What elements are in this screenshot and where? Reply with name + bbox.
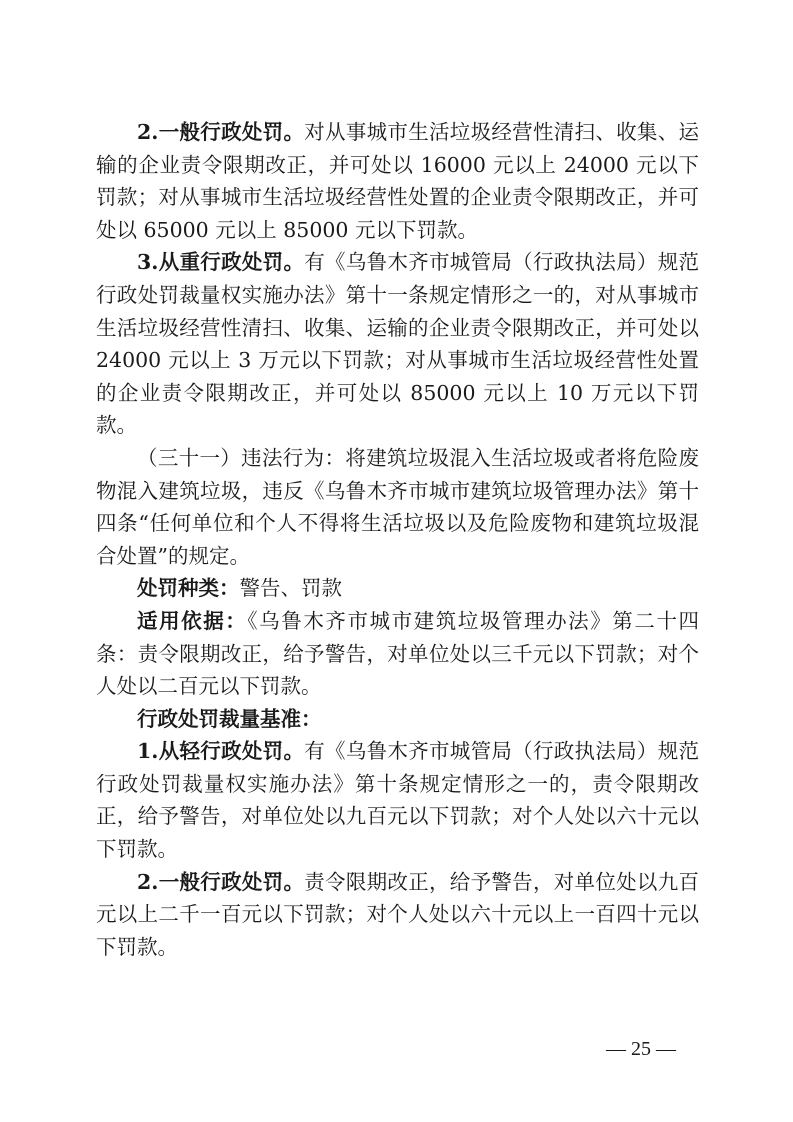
page-number: — 25 — [606, 1038, 676, 1060]
paragraph-lead: 行政处罚裁量基准： [137, 706, 322, 731]
paragraph-general-penalty-1 [96, 116, 699, 246]
paragraph-lead: 2.一般行政处罚。 [137, 120, 305, 144]
paragraph-text: （三十一）违法行为：将建筑垃圾混入生活垃圾或者将危险废物混入建筑垃圾，违反《乌鲁木齐市城市建筑垃圾管理办法》第十四条“任何单位和个人不得将生活垃圾以及危险废物和建筑垃圾混合处置”的规定。 [96, 445, 699, 568]
paragraph-lead: 1.从轻行政处罚。 [137, 739, 305, 764]
paragraph-text: 有《乌鲁木齐市城管局（行政执法局）规范行政处罚裁量权实施办法》第十一条规定情形之一的，对从事城市生活垃圾经营性清扫、收集、运输的企业责令限期改正，并可处以 24000 元以上 3 万元以下罚款；对从事城市生活垃圾经营性处置的企业责令限期改正，并可处以 85000 元以上 10 万元以下罚款。 [96, 250, 700, 438]
paragraph-lead: 2.一般行政处罚。 [137, 869, 305, 894]
paragraph-text: 责令限期改正，给予警告，对单位处以九百元以上二千一百元以下罚款；对个人处以六十元以上一百四十元以下罚款。 [96, 869, 700, 959]
paragraph-violation-31 [96, 442, 699, 572]
paragraph-discretion-standard [96, 703, 699, 736]
paragraph-lead: 处罚种类： [137, 576, 240, 601]
paragraph-text: 对从事城市生活垃圾经营性清扫、收集、运输的企业责令限期改正，并可处以 16000 元以上 24000 元以下罚款；对从事城市生活垃圾经营性处置的企业责令限期改正，并可处以 65000 元以上 85000 元以下罚款。 [96, 120, 700, 242]
paragraph-lighter-penalty [96, 735, 699, 865]
paragraph-lead: 3.从重行政处罚。 [137, 250, 305, 275]
paragraph-legal-basis [96, 605, 699, 703]
paragraph-general-penalty-2 [96, 866, 699, 964]
paragraph-text: 警告、罚款 [239, 576, 342, 601]
paragraph-text: 有《乌鲁木齐市城管局（行政执法局）规范行政处罚裁量权实施办法》第十条规定情形之一的，责令限期改正，给予警告，对单位处以九百元以下罚款；对个人处以六十元以下罚款。 [96, 739, 700, 862]
document-body [96, 116, 699, 963]
paragraph-lead: 适用依据： [137, 608, 248, 633]
paragraph-heavier-penalty [96, 246, 699, 442]
paragraph-penalty-types [96, 572, 699, 605]
paragraph-text: 《乌鲁木齐市城市建筑垃圾管理办法》第二十四条：责令限期改正，给予警告，对单位处以三千元以下罚款；对个人处以二百元以下罚款。 [96, 608, 700, 699]
